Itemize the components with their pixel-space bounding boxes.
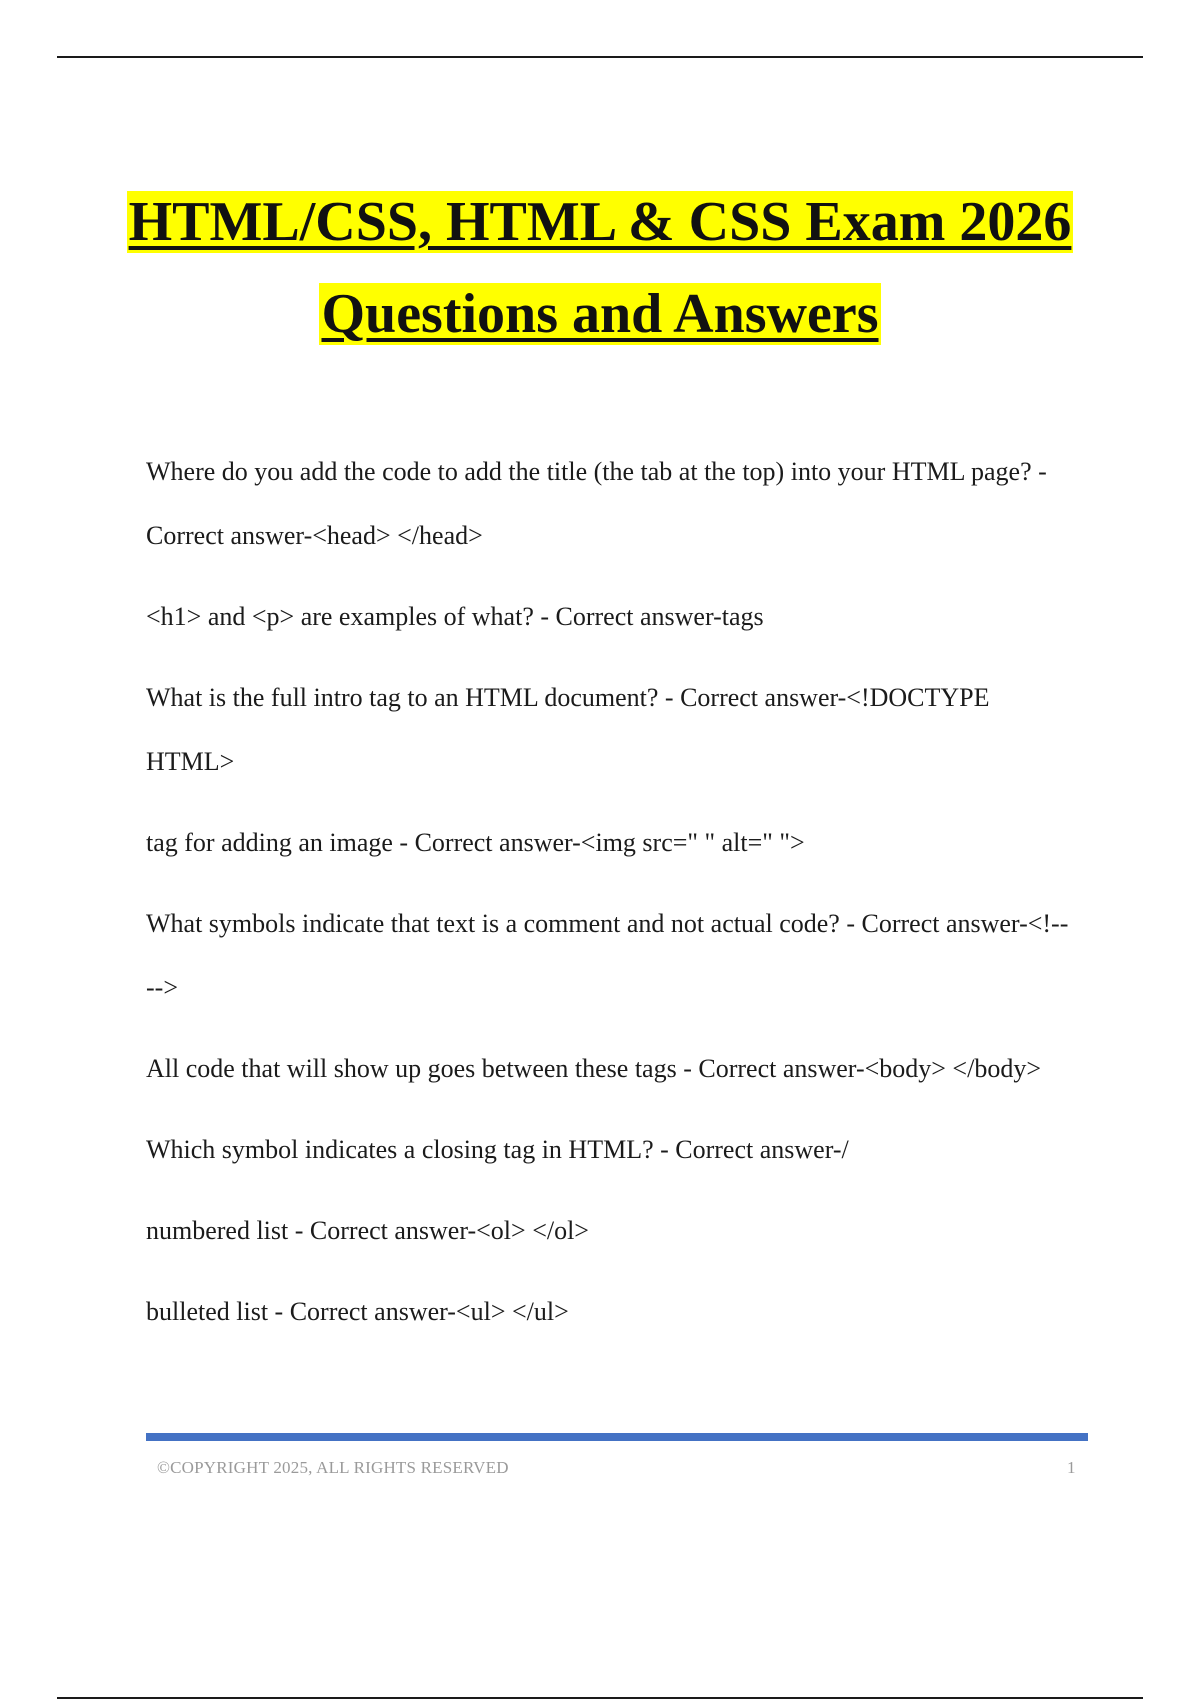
title-line-1-text: HTML/CSS, HTML & CSS Exam 2026 [128, 191, 1072, 253]
qa-item: bulleted list - Correct answer-<ul> </ul> [146, 1297, 569, 1326]
qa-item: What is the full intro tag to an HTML document? - Correct answer-<!DOCTYPE HTML> [146, 683, 990, 776]
footer-copyright: ©COPYRIGHT 2025, ALL RIGHTS RESERVED [157, 1458, 509, 1477]
bottom-divider [57, 1697, 1143, 1699]
title-line-2-text: Questions and Answers [321, 283, 879, 345]
qa-item: numbered list - Correct answer-<ol> </ol> [146, 1216, 589, 1245]
qa-list [146, 440, 1076, 1361]
title-line-1 [0, 176, 1200, 268]
qa-item: What symbols indicate that text is a comment and not actual code? - Correct answer-<!-- --> [146, 909, 1069, 1002]
qa-item: <h1> and <p> are examples of what? - Correct answer-tags [146, 602, 764, 631]
top-divider [57, 56, 1143, 58]
document-title [0, 176, 1200, 360]
footer-bar [146, 1433, 1088, 1441]
title-line-2 [0, 268, 1200, 360]
qa-item: tag for adding an image - Correct answer-<img src=" " alt=" "> [146, 828, 805, 857]
page-number: 1 [1067, 1458, 1076, 1477]
qa-item: Where do you add the code to add the title (the tab at the top) into your HTML page? - Correct answer-<head> </head> [146, 457, 1047, 550]
qa-item: All code that will show up goes between these tags - Correct answer-<body> </body> [146, 1054, 1041, 1083]
qa-item: Which symbol indicates a closing tag in HTML? - Correct answer-/ [146, 1135, 849, 1164]
